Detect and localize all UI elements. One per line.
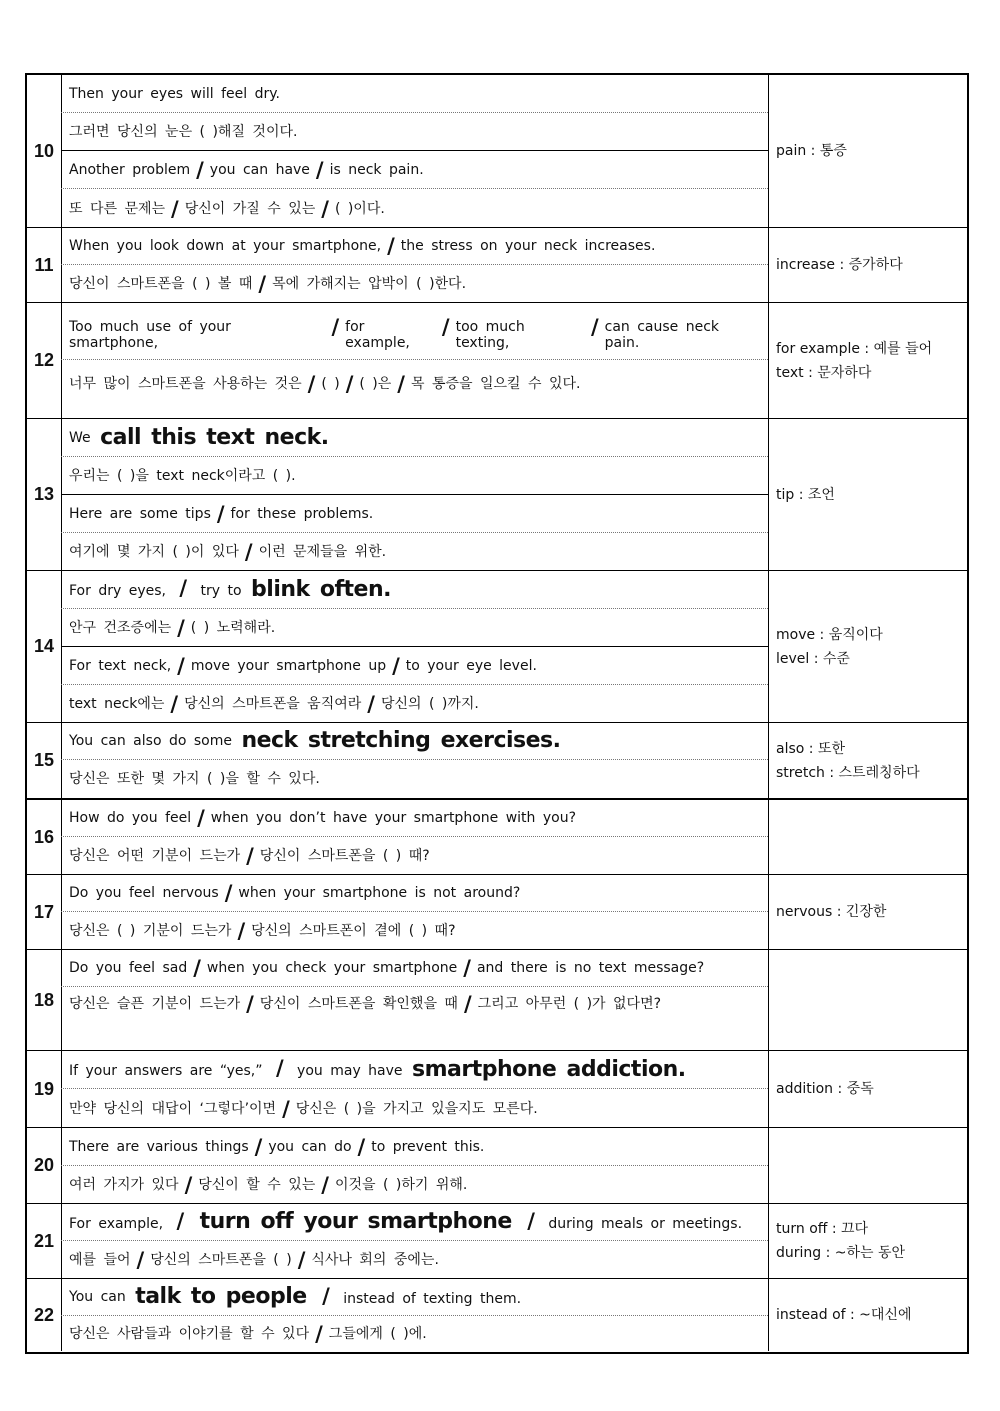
korean-translation: 당신이 스마트폰을 ( ) 볼 때 / 목에 가해지는 압박이 ( )한다. <box>69 272 467 296</box>
english-sentence: How do you feel / when you don’t have your smartphone with you? <box>61 800 768 837</box>
sentence-cell <box>61 1051 769 1127</box>
sentence-text: We <box>69 429 91 446</box>
vocab-cell <box>768 1204 967 1278</box>
table-row <box>27 1128 967 1204</box>
table-row <box>27 303 967 419</box>
korean-translation: 여기에 몇 가지 ( )이 있다 / 이런 문제들을 위한. <box>69 540 387 564</box>
table-row <box>27 228 967 303</box>
korean-translation: text neck에는 / 당신의 스마트폰을 움직여라 / 당신의 ( )까지. <box>69 692 479 716</box>
vocab-cell <box>768 1279 967 1351</box>
sentence-cell <box>61 950 769 1050</box>
table-row <box>27 1279 967 1351</box>
vocab-cell <box>768 75 967 227</box>
chunk-separator: / <box>397 372 405 396</box>
chunk-separator: / <box>170 692 179 716</box>
english-sentence: Do you feel nervous / when your smartphone is not around? <box>61 875 768 912</box>
vocab-entry: for example : 예를 들어 <box>776 340 933 357</box>
vocab-entry: during : ~하는 동안 <box>776 1245 906 1261</box>
sentence-cell <box>61 571 769 722</box>
vocab-cell <box>768 723 967 798</box>
chunk-separator: / <box>527 1208 535 1233</box>
key-phrase: blink often. <box>251 576 391 602</box>
english-sentence <box>61 1279 768 1316</box>
sentence-cell <box>61 875 769 949</box>
table-row <box>27 571 967 723</box>
key-phrase: smartphone addiction. <box>412 1056 686 1082</box>
vocab-entry: increase : 증가하다 <box>776 257 903 273</box>
chunk-separator: / <box>307 372 316 396</box>
vocab-cell <box>768 800 967 874</box>
korean-translation: 당신은 또한 몇 가지 ( )을 할 수 있다. <box>69 771 320 787</box>
chunk-separator: / <box>282 1096 290 1121</box>
chunk-separator: / <box>254 1134 263 1159</box>
table-row <box>27 950 967 1051</box>
sentence-cell <box>61 800 769 874</box>
sentence-text: For dry eyes, / try to <box>69 576 242 600</box>
key-phrase: turn off your smartphone <box>199 1209 512 1234</box>
row-number: 21 <box>27 1204 62 1278</box>
chunk-separator: / <box>258 272 267 296</box>
korean-translation: 여러 가지가 있다 / 당신이 할 수 있는 / 이것을 ( )하기 위해. <box>69 1173 468 1197</box>
sentence-cell <box>61 1204 769 1278</box>
chunk-separator: / <box>171 196 179 221</box>
row-number: 19 <box>27 1051 62 1127</box>
chunk-separator: / <box>244 540 253 564</box>
vocab-cell <box>768 875 967 949</box>
chunk-separator: / <box>176 1208 185 1233</box>
korean-translation: 당신은 ( ) 기분이 드는가 / 당신의 스마트폰이 곁에 ( ) 때? <box>69 919 456 943</box>
vocab-cell <box>768 1051 967 1127</box>
key-phrase: neck stretching exercises. <box>241 728 561 753</box>
vocab-entry: addition : 중독 <box>776 1081 874 1097</box>
vocab-cell <box>768 1128 967 1203</box>
sentence-cell <box>61 303 769 418</box>
english-sentence <box>61 571 768 609</box>
chunk-separator: / <box>387 234 395 258</box>
vocab-cell <box>768 571 967 722</box>
vocab-entry: instead of : ~대신에 <box>776 1307 912 1323</box>
chunk-separator: / <box>184 1173 193 1197</box>
row-number: 22 <box>27 1279 62 1351</box>
row-number: 20 <box>27 1128 62 1203</box>
sentence-text: / during meals or meetings. <box>527 1208 743 1233</box>
sentence-cell <box>61 723 769 798</box>
korean-translation: 우리는 ( )을 text neck이라고 ( ). <box>61 457 768 495</box>
chunk-separator: / <box>216 501 225 526</box>
english-sentence: Do you feel sad / when you check your smartphone / and there is no text message? <box>61 950 768 987</box>
chunk-separator: / <box>177 653 185 678</box>
sentence-text: / instead of texting them. <box>322 1283 522 1308</box>
sentence-cell <box>61 1279 769 1351</box>
english-sentence: Another problem / you can have / is neck pain. <box>61 151 768 189</box>
table-row <box>27 875 967 950</box>
row-number: 13 <box>27 419 62 570</box>
english-sentence: Then your eyes will feel dry. <box>61 75 768 113</box>
korean-translation: 또 다른 문제는 / 당신이 가질 수 있는 / ( )이다. <box>69 196 385 221</box>
row-number: 12 <box>27 303 62 418</box>
sentence-text: You can also do some <box>69 733 232 749</box>
chunk-separator: / <box>275 1056 284 1080</box>
chunk-separator: / <box>367 692 375 716</box>
chunk-separator: / <box>441 315 450 339</box>
table-row <box>27 800 967 875</box>
chunk-separator: / <box>322 1283 330 1308</box>
english-sentence: There are various things / you can do / to prevent this. <box>61 1128 768 1166</box>
sentence-cell <box>61 75 769 227</box>
vocab-entry: tip : 조언 <box>776 486 835 503</box>
english-sentence: Too much use of your smartphone, / for example, / too much texting, / can cause neck pain. <box>61 303 768 360</box>
sentence-text: You can <box>69 1289 126 1305</box>
row-number: 14 <box>27 571 62 722</box>
table-row <box>27 723 967 800</box>
english-sentence: Here are some tips / for these problems. <box>61 495 768 533</box>
chunk-separator: / <box>197 806 205 830</box>
table-row <box>27 1051 967 1128</box>
vocab-entry: move : 움직이다 <box>776 626 883 643</box>
row-number: 17 <box>27 875 62 949</box>
english-sentence: When you look down at your smartphone, / the stress on your neck increases. <box>61 228 768 265</box>
chunk-separator: / <box>321 1173 329 1197</box>
vocab-entry: level : 수준 <box>776 650 850 667</box>
english-sentence <box>61 1204 768 1241</box>
chunk-separator: / <box>177 615 185 640</box>
chunk-separator: / <box>193 956 201 980</box>
english-sentence <box>61 723 768 760</box>
vocab-entry: stretch : 스트레칭하다 <box>776 764 920 781</box>
row-number: 10 <box>27 75 62 227</box>
vocab-cell <box>768 950 967 1050</box>
chunk-separator: / <box>136 1248 145 1272</box>
chunk-separator: / <box>463 992 472 1016</box>
row-number: 16 <box>27 800 62 874</box>
chunk-separator: / <box>321 196 329 221</box>
table-row <box>27 1204 967 1279</box>
chunk-separator: / <box>357 1134 366 1159</box>
chunk-separator: / <box>297 1248 306 1272</box>
chunk-separator: / <box>392 653 400 678</box>
korean-translation: 당신은 슬픈 기분이 드는가 / 당신이 스마트폰을 확인했을 때 / 그리고 아무런 ( )가 없다면? <box>61 987 768 1051</box>
korean-translation: 안구 건조증에는 / ( ) 노력해라. <box>61 609 768 647</box>
vocab-entry: turn off : 끄다 <box>776 1221 869 1237</box>
sentence-text: If your answers are “yes,” / you may have <box>69 1056 403 1080</box>
english-sentence <box>61 419 768 457</box>
row-number: 11 <box>27 228 62 302</box>
chunk-separator: / <box>179 576 188 600</box>
chunk-separator: / <box>246 844 254 868</box>
row-number: 18 <box>27 950 62 1050</box>
sentence-cell <box>61 1128 769 1203</box>
vocab-cell <box>768 303 967 418</box>
korean-translation: 그러면 당신의 눈은 ( )해질 것이다. <box>61 113 768 151</box>
korean-translation: 너무 많이 스마트폰을 사용하는 것은 / ( ) / ( )은 / 목 통증을 일으킬 수 있다. <box>69 372 581 396</box>
row-number: 15 <box>27 723 62 798</box>
vocab-entry: text : 문자하다 <box>776 364 872 381</box>
chunk-separator: / <box>331 315 340 339</box>
chunk-separator: / <box>315 157 324 182</box>
chunk-separator: / <box>237 919 246 943</box>
chunk-separator: / <box>590 315 599 339</box>
korean-translation: 만약 당신의 대답이 ‘그렇다’이면 / 당신은 ( )을 가지고 있을지도 모른다. <box>69 1096 538 1121</box>
vocab-cell <box>768 419 967 570</box>
chunk-separator: / <box>246 992 254 1016</box>
chunk-separator: / <box>224 881 233 905</box>
korean-translation: 당신은 어떤 기분이 드는가 / 당신이 스마트폰을 ( ) 때? <box>69 844 430 868</box>
key-phrase: call this text neck. <box>100 424 329 450</box>
table-row <box>27 419 967 571</box>
chunk-separator: / <box>196 157 204 182</box>
vocab-entry: pain : 통증 <box>776 143 847 159</box>
korean-translation: 예를 들어 / 당신의 스마트폰을 ( ) / 식사나 회의 중에는. <box>69 1248 439 1272</box>
korean-translation: 당신은 사람들과 이야기를 할 수 있다 / 그들에게 ( )에. <box>69 1321 427 1346</box>
key-phrase: talk to people <box>135 1284 307 1309</box>
vocab-entry: nervous : 긴장한 <box>776 904 887 920</box>
vocab-entry: also : 또한 <box>776 740 845 757</box>
chunk-separator: / <box>463 956 471 980</box>
sentence-cell <box>61 228 769 302</box>
english-sentence: For text neck, / move your smartphone up / to your eye level. <box>61 647 768 685</box>
sentence-text: For example, / <box>69 1208 185 1233</box>
chunk-separator: / <box>345 372 354 396</box>
worksheet-table <box>25 73 969 1354</box>
english-sentence <box>61 1051 768 1089</box>
vocab-cell <box>768 228 967 302</box>
sentence-cell <box>61 419 769 570</box>
chunk-separator: / <box>315 1321 323 1346</box>
table-row <box>27 75 967 228</box>
